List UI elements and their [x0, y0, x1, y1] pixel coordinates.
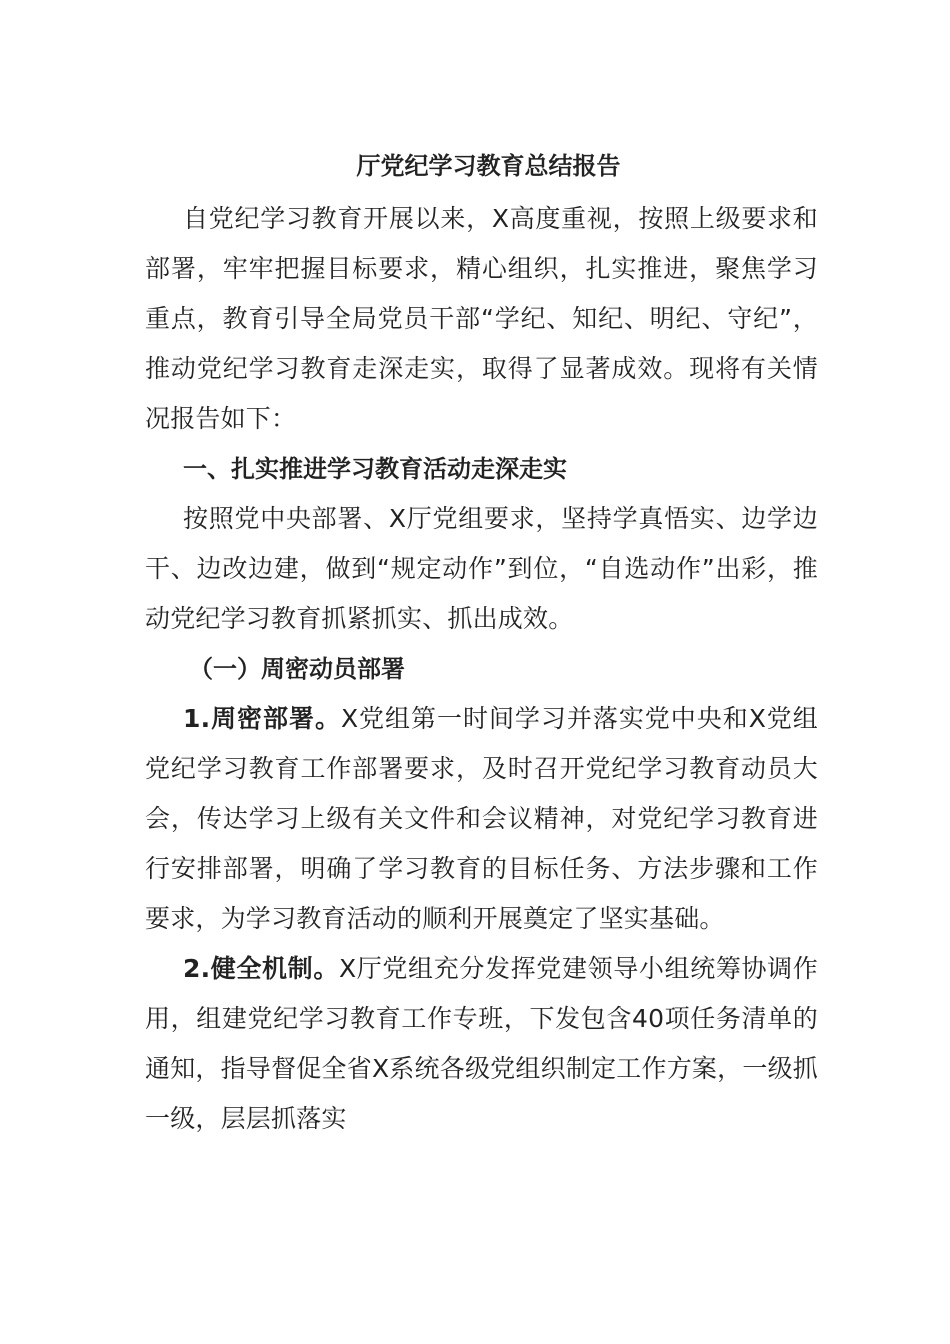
document-title: 厅党纪学习教育总结报告: [356, 152, 621, 180]
item-paragraph-2: [145, 944, 818, 1144]
section-heading-1: 一、扎实推进学习教育活动走深走实: [183, 455, 567, 483]
section-1-paragraph: 按照党中央部署、X厅党组要求，坚持学真悟实、边学边干、边改边建，做到“规定动作”到位，“自选动作”出彩，推动党纪学习教育抓紧抓实、抓出成效。: [145, 504, 818, 633]
item-text-2: X厅党组充分发挥党建领导小组统筹协调作用，组建党纪学习教育工作专班，下发包含40项任务清单的通知，指导督促全省X系统各级党组织制定工作方案，一级抓一级，层层抓落实: [145, 954, 818, 1133]
subsection-heading-1: （一）周密动员部署: [189, 655, 405, 683]
item-text-1: X党组第一时间学习并落实党中央和X党组党纪学习教育工作部署要求，及时召开党纪学习教育动员大会，传达学习上级有关文件和会议精神，对党纪学习教育进行安排部署，明确了学习教育的目标任务、方法步骤和工作要求，为学习教育活动的顺利开展奠定了坚实基础。: [145, 704, 818, 933]
item-lead-2: 2.健全机制。: [183, 954, 339, 983]
item-paragraph-1: [145, 694, 818, 944]
item-lead-1: 1.周密部署。: [183, 704, 341, 733]
intro-paragraph: 自党纪学习教育开展以来，X高度重视，按照上级要求和部署，牢牢把握目标要求，精心组织，扎实推进，聚焦学习重点，教育引导全局党员干部“学纪、知纪、明纪、守纪”，推动党纪学习教育走深走实，取得了显著成效。现将有关情况报告如下：: [145, 204, 818, 433]
